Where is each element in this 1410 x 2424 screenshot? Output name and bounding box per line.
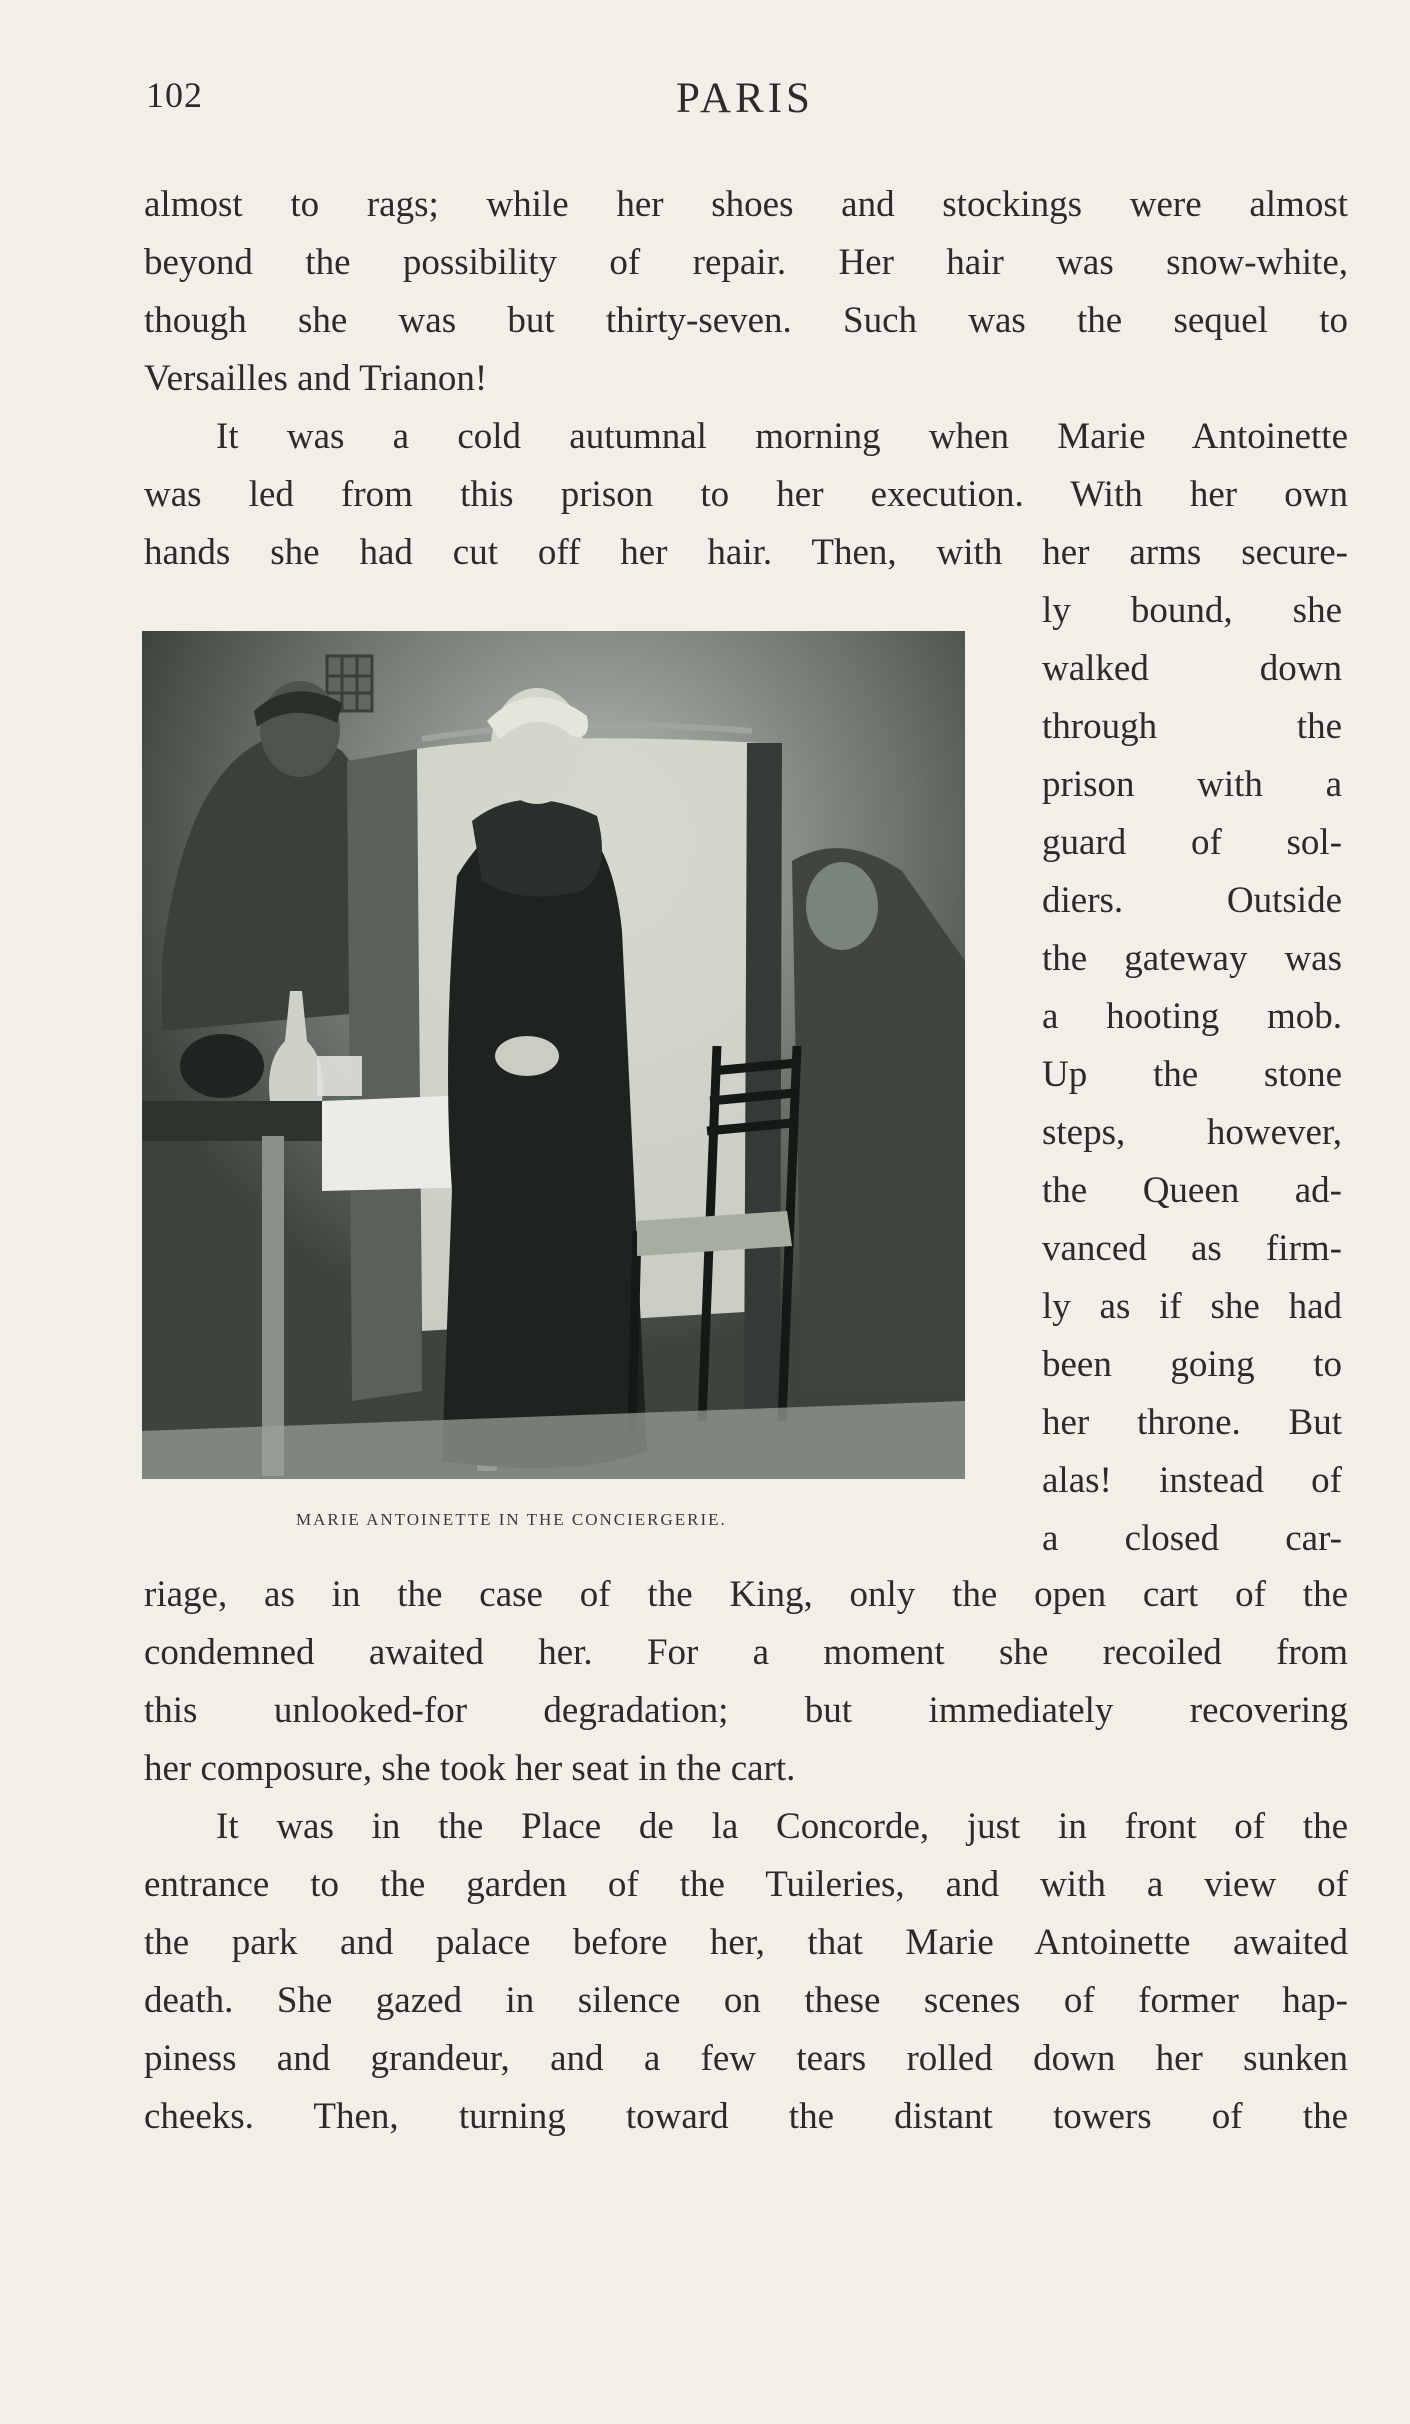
- text-line: It was in the Place de la Concorde, just in front of the: [216, 1806, 1348, 1847]
- text-line: been going to: [1042, 1344, 1342, 1385]
- text-line: Versailles and Trianon!: [144, 358, 488, 399]
- page-header: [146, 74, 1346, 134]
- text-line: the gateway was: [1042, 938, 1342, 979]
- text-line: riage, as in the case of the King, only the open cart of the: [144, 1574, 1348, 1615]
- text-line: ly bound, she: [1042, 590, 1342, 631]
- text-line: beyond the possibility of repair. Her hair was snow-white,: [144, 242, 1348, 283]
- page-number: 102: [146, 75, 203, 115]
- engraving-image: [142, 631, 965, 1479]
- text-line: entrance to the garden of the Tuileries, and with a view of: [144, 1864, 1348, 1905]
- text-line: cheeks. Then, turning toward the distant towers of the: [144, 2096, 1348, 2137]
- text-line: Up the stone: [1042, 1054, 1342, 1095]
- paragraph-3: [144, 1798, 1348, 2146]
- text-line: condemned awaited her. For a moment she recoiled from: [144, 1632, 1348, 1673]
- paragraph-2-bottom: [144, 1566, 1348, 1798]
- text-line: her throne. But: [1042, 1402, 1342, 1443]
- text-line: guard of sol-: [1042, 822, 1342, 863]
- text-line: a closed car-: [1042, 1518, 1342, 1559]
- text-line: diers. Outside: [1042, 880, 1342, 921]
- text-line: the park and palace before her, that Marie Antoinette awaited: [144, 1922, 1348, 1963]
- illustration-marie-antoinette: [142, 631, 965, 1479]
- text-line: steps, however,: [1042, 1112, 1342, 1153]
- running-head: PARIS: [676, 75, 814, 122]
- text-line: through the: [1042, 706, 1342, 747]
- text-line: almost to rags; while her shoes and stockings were almost: [144, 184, 1348, 225]
- text-line: was led from this prison to her execution. With her own: [144, 474, 1348, 515]
- text-line: walked down: [1042, 648, 1342, 689]
- paragraph-2-side-column: [1042, 582, 1342, 1568]
- text-line: the Queen ad-: [1042, 1170, 1342, 1211]
- text-line: It was a cold autumnal morning when Marie Antoinette: [216, 416, 1348, 457]
- text-line: ly as if she had: [1042, 1286, 1342, 1327]
- text-line: death. She gazed in silence on these scenes of former hap-: [144, 1980, 1348, 2021]
- text-line: her composure, she took her seat in the cart.: [144, 1748, 796, 1789]
- text-line: though she was but thirty-seven. Such was the sequel to: [144, 300, 1348, 341]
- paragraph-2-top: [144, 408, 1348, 582]
- paragraph-1: [144, 176, 1348, 408]
- text-line: hands she had cut off her hair. Then, with her arms secure-: [144, 532, 1348, 573]
- text-line: a hooting mob.: [1042, 996, 1342, 1037]
- text-line: vanced as firm-: [1042, 1228, 1342, 1269]
- text-line: piness and grandeur, and a few tears rolled down her sunken: [144, 2038, 1348, 2079]
- text-line: alas! instead of: [1042, 1460, 1342, 1501]
- figure-caption: MARIE ANTOINETTE IN THE CONCIERGERIE.: [296, 1510, 727, 1529]
- text-line: this unlooked-for degradation; but immediately recovering: [144, 1690, 1348, 1731]
- text-line: prison with a: [1042, 764, 1342, 805]
